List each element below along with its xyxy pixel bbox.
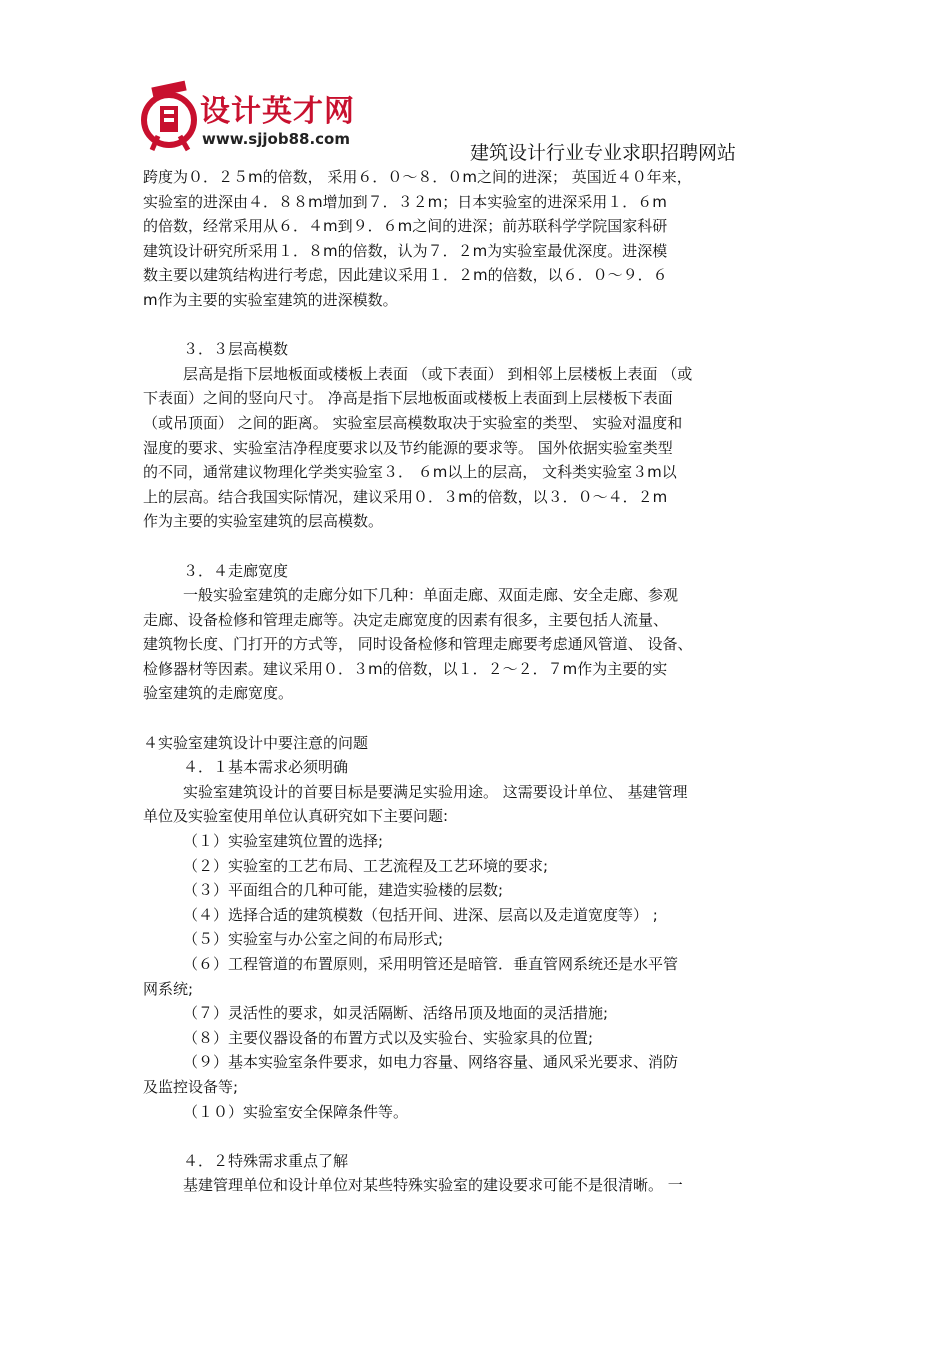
text-line: 下表面）之间的竖向尺寸。 净高是指下层地板面或楼板上表面到上层楼板下表面 (143, 389, 673, 408)
text-line: 单位及实验室使用单位认真研究如下主要问题: (143, 807, 449, 826)
text-line: m作为主要的实验室建筑的进深模数。 (143, 290, 398, 309)
list-item: （９）基本实验室条件要求，如电力容量、网络容量、通风采光要求、消防 (183, 1053, 679, 1072)
text-line: 上的层高。结合我国实际情况，建议采用０．３m的倍数，以３．０～４．２m (143, 487, 668, 506)
text-line: 基建管理单位和设计单位对某些特殊实验室的建设要求可能不是很清晰。 一 (183, 1176, 683, 1195)
list-item: （８）主要仪器设备的布置方式以及实验台、实验家具的位置; (183, 1028, 594, 1047)
text-line: 湿度的要求、实验室洁净程度要求以及节约能源的要求等。 国外依据实验室类型 (143, 438, 673, 457)
logo-url[interactable]: www.sjjob88.com (202, 130, 350, 148)
text-line: 跨度为０．２５m的倍数， 采用６．０～８．０m之间的进深； 英国近４０年来， (143, 168, 692, 186)
list-item-continuation: 网系统; (143, 979, 194, 998)
corridor-paragraph (143, 583, 813, 706)
text-line: 作为主要的实验室建筑的层高模数。 (143, 512, 384, 531)
text-line: 数主要以建筑结构进行考虑，因此建议采用１．２m的倍数，以６．０～９．６ (143, 266, 668, 285)
text-line: 实验室的进深由４．８８m增加到７．３２m；日本实验室的进深采用１．６m (143, 192, 667, 211)
chapter-heading: ４实验室建筑设计中要注意的问题 (143, 733, 369, 752)
list-item: （３）平面组合的几种可能，建造实验楼的层数; (183, 881, 504, 900)
text-line: 建筑设计研究所采用１．８m的倍数，认为７．２m为实验室最优深度。进深模 (143, 241, 668, 260)
section-heading-special: ４．２特殊需求重点了解 (183, 1151, 349, 1170)
text-line: 实验室建筑设计的首要目标是要满足实验用途。 这需要设计单位、 基建管理 (183, 782, 688, 801)
site-logo[interactable] (140, 78, 400, 160)
list-item: （６）工程管道的布置原则，采用明管还是暗管．垂直管网系统还是水平管 (183, 955, 679, 973)
list-item-continuation: 及监控设备等; (143, 1077, 239, 1096)
text-line: 走廊、设备检修和管理走廊等。决定走廊宽度的因素有很多，主要包括人流量、 (143, 610, 669, 629)
site-slogan: 建筑设计行业专业求职招聘网站 (470, 142, 737, 164)
text-line: 层高是指下层地板面或楼板上表面 （或下表面） 到相邻上层楼板上表面 （或 (183, 364, 693, 383)
list-item: （５）实验室与办公室之间的布局形式; (183, 930, 444, 949)
requirements-list (143, 829, 813, 1124)
text-line: 一般实验室建筑的走廊分如下几种：单面走廊、双面走廊、安全走廊、参观 (183, 586, 679, 605)
page-header (140, 78, 820, 168)
text-line: 的倍数，经常采用从６．４m到９．６m之间的进深；前苏联科学学院国家科研 (143, 217, 668, 236)
floor-height-paragraph (143, 362, 813, 534)
section-heading-corridor: ３．４走廊宽度 (183, 561, 289, 580)
list-item: （２）实验室的工艺布局、工艺流程及工艺环境的要求; (183, 856, 549, 875)
text-line: 建筑物长度、门打开的方式等， 同时设备检修和管理走廊要考虑通风管道、 设备、 (143, 635, 693, 654)
list-item: （４）选择合适的建筑模数（包括开间、进深、层高以及走道宽度等） ; (183, 905, 658, 924)
list-item: （１０）实验室安全保障条件等。 (183, 1102, 409, 1121)
logo-emblem-icon (140, 78, 198, 158)
section-heading-basic: ４．１基本需求必须明确 (183, 758, 349, 777)
text-line: 检修器材等因素。建议采用０．３m的倍数，以１．２～２．７m作为主要的实 (143, 659, 668, 678)
text-line: 的不同，通常建议物理化学类实验室３． ６m以上的层高， 文科类实验室３m以 (143, 463, 677, 482)
basic-intro-paragraph (143, 780, 813, 829)
list-item: （７）灵活性的要求，如灵活隔断、活络吊顶及地面的灵活措施; (183, 1004, 609, 1023)
section-heading-floor-height: ３．３层高模数 (183, 340, 289, 359)
text-line: 验室建筑的走廊宽度。 (143, 684, 294, 703)
text-line: （或吊顶面） 之间的距离。 实验室层高模数取决于实验室的类型、 实验对温度和 (143, 413, 683, 432)
list-item: （１）实验室建筑位置的选择; (183, 832, 384, 851)
depth-paragraph (143, 165, 813, 313)
logo-title: 设计英才网 (200, 94, 355, 129)
document-body (143, 165, 813, 1198)
